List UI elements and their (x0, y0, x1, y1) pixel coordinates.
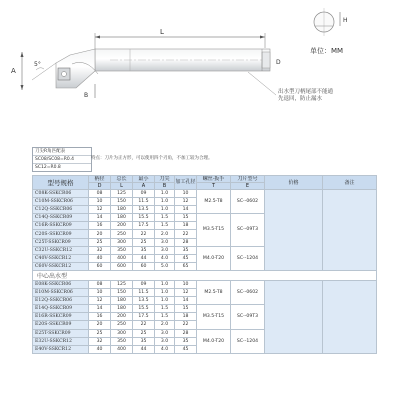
angle-label: 5° (34, 61, 41, 68)
col-price: 价格 (265, 176, 323, 190)
cell-l: 180 (111, 214, 133, 222)
cell-bore: 18 (175, 313, 197, 321)
cell-insert: SC--09T3 (231, 305, 265, 329)
dim-D-label: D (276, 59, 281, 66)
cell-l: 180 (111, 206, 133, 214)
cell-model: C08K-SSKCR06 (33, 190, 89, 198)
cell-d: 40 (89, 254, 111, 262)
cell-l: 180 (111, 305, 133, 313)
cell-b: 1.5 (155, 313, 175, 321)
cell-a: 25 (133, 329, 155, 337)
col-minbore: 最小 (133, 176, 155, 183)
cell-l: 300 (111, 238, 133, 246)
cell-b: 5.0 (155, 262, 175, 270)
section-title: 中心出水型 (33, 270, 377, 280)
sym-l: L (111, 183, 133, 190)
cell-bore: 22 (175, 321, 197, 329)
cell-b: 1.5 (155, 222, 175, 230)
cell-screw: M3.5-T15 (197, 214, 231, 246)
cell-insert: SC--1204 (231, 329, 265, 353)
cell-a: 22 (133, 321, 155, 329)
cell-a: 44 (133, 254, 155, 262)
cell-a: 22 (133, 230, 155, 238)
cell-b: 2.0 (155, 230, 175, 238)
cell-d: 10 (89, 198, 111, 206)
cell-d: 16 (89, 313, 111, 321)
dim-L-label: L (160, 28, 164, 36)
cell-model: C32U-SSKCR12 (33, 246, 89, 254)
cell-model: C60V-SSKCR12 (33, 262, 89, 270)
tip-radius-row: SC12=R0.8 (35, 165, 61, 170)
cell-a: 11.5 (133, 198, 155, 206)
col-bar: 刀尖 (155, 176, 175, 183)
cell-b: 1.0 (155, 206, 175, 214)
cell-model: E08K-SSKCR06 (33, 280, 89, 288)
cell-a: 35 (133, 246, 155, 254)
cell-model: C25T-SSKCR09 (33, 238, 89, 246)
sym-b: B (155, 183, 175, 190)
cell-a: 17.5 (133, 222, 155, 230)
cell-d: 25 (89, 329, 111, 337)
cell-b: 1.5 (155, 214, 175, 222)
cell-l: 200 (111, 222, 133, 230)
cell-b: 3.0 (155, 246, 175, 254)
cell-price (265, 280, 323, 353)
cell-screw: M4.0-T20 (197, 246, 231, 270)
cell-d: 12 (89, 297, 111, 305)
cell-d: 14 (89, 214, 111, 222)
col-screw: 螺丝·扳手 (197, 176, 231, 183)
cell-insert: SC--0602 (231, 190, 265, 214)
cell-l: 125 (111, 280, 133, 288)
cell-bore: 18 (175, 222, 197, 230)
cell-a: 11.5 (133, 289, 155, 297)
coolant-note-line: 先退回，防止漏水 (278, 96, 323, 102)
cell-bore: 14 (175, 206, 197, 214)
cell-model: E12Q-SSKCR06 (33, 297, 89, 305)
tip-radius-row: SC08/SC08=R0.4 (33, 156, 91, 164)
cell-l: 350 (111, 337, 133, 345)
cell-bore: 35 (175, 337, 197, 345)
cell-l: 350 (111, 246, 133, 254)
cell-screw: M4.0-T20 (197, 329, 231, 353)
col-remark: 备注 (323, 176, 377, 190)
cell-screw: M2.5-T8 (197, 190, 231, 214)
table-row (33, 280, 377, 288)
cell-insert: SC--1204 (231, 246, 265, 270)
cell-price (265, 190, 323, 271)
cell-d: 08 (89, 280, 111, 288)
dim-H-label: H (343, 17, 348, 24)
cell-d: 14 (89, 305, 111, 313)
tool-drawing (0, 0, 400, 140)
cell-model: C14Q-SSKCR09 (33, 214, 89, 222)
cell-bore: 22 (175, 230, 197, 238)
cell-a: 35 (133, 337, 155, 345)
cell-l: 150 (111, 198, 133, 206)
cell-model: C40V-SSKCR12 (33, 254, 89, 262)
cell-l: 400 (111, 345, 133, 353)
cell-d: 25 (89, 238, 111, 246)
cell-bore: 12 (175, 198, 197, 206)
sym-e: E (231, 183, 265, 190)
tip-radius-title: 刀尖R角匹配表 (33, 148, 91, 156)
cell-a: 13.5 (133, 297, 155, 305)
cell-a: 15.5 (133, 214, 155, 222)
cell-l: 250 (111, 321, 133, 329)
cell-l: 400 (111, 254, 133, 262)
spec-table (32, 175, 377, 354)
cell-l: 250 (111, 230, 133, 238)
cell-b: 1.0 (155, 198, 175, 206)
cell-model: E16R-SSKCR09 (33, 313, 89, 321)
cell-b: 1.0 (155, 289, 175, 297)
cell-a: 13.5 (133, 206, 155, 214)
cell-d: 08 (89, 190, 111, 198)
cell-bore: 15 (175, 214, 197, 222)
cell-d: 60 (89, 262, 111, 270)
cell-b: 1.0 (155, 190, 175, 198)
cell-d: 12 (89, 206, 111, 214)
cell-bore: 45 (175, 345, 197, 353)
cell-model: E14Q-SSKCR09 (33, 305, 89, 313)
feature-note: 特点：刀片为正方形，可以使用四个刃角，不加工较为合理。 (91, 156, 213, 161)
dim-A-label: A (11, 67, 16, 75)
cell-a: 09 (133, 280, 155, 288)
cell-a: 09 (133, 190, 155, 198)
cell-l: 150 (111, 289, 133, 297)
cell-model: C20S-SSKCR09 (33, 230, 89, 238)
cell-d: 20 (89, 321, 111, 329)
cell-bore: 15 (175, 305, 197, 313)
cell-b: 1.0 (155, 280, 175, 288)
tip-radius-table (32, 147, 92, 172)
cell-bore: 35 (175, 246, 197, 254)
col-insert: 刀片型号 (231, 176, 265, 183)
cell-d: 10 (89, 289, 111, 297)
cell-bore: 28 (175, 238, 197, 246)
cell-a: 15.5 (133, 305, 155, 313)
cell-l: 600 (111, 262, 133, 270)
cell-bore: 28 (175, 329, 197, 337)
cell-model: C12Q-SSKCR06 (33, 206, 89, 214)
col-length: 总长 (111, 176, 133, 183)
cell-b: 4.0 (155, 254, 175, 262)
cell-bore: 10 (175, 190, 197, 198)
cell-a: 17.5 (133, 313, 155, 321)
cell-model: E20S-SSKCR09 (33, 321, 89, 329)
cell-model: C10M-SSKCR06 (33, 198, 89, 206)
cell-l: 300 (111, 329, 133, 337)
cell-bore: 10 (175, 280, 197, 288)
dim-B-label: B (84, 92, 89, 99)
cell-b: 4.0 (155, 345, 175, 353)
cell-bore: 12 (175, 289, 197, 297)
cell-screw: M3.5-T15 (197, 305, 231, 329)
sym-a: A (133, 183, 155, 190)
col-bore: 加工孔径 (175, 176, 197, 190)
cell-insert: SC--09T3 (231, 214, 265, 246)
cell-d: 20 (89, 230, 111, 238)
cell-model: E10M-SSKCR06 (33, 289, 89, 297)
cell-d: 32 (89, 246, 111, 254)
cell-screw: M2.5-T8 (197, 280, 231, 304)
cell-model: C16R-SSKCR09 (33, 222, 89, 230)
cell-remark (323, 190, 377, 271)
cell-bore: 65 (175, 262, 197, 270)
cell-b: 3.0 (155, 238, 175, 246)
section-row (33, 270, 377, 280)
sym-d: D (89, 183, 111, 190)
cell-l: 125 (111, 190, 133, 198)
table-row (33, 190, 377, 198)
cell-b: 1.5 (155, 305, 175, 313)
cell-a: 60 (133, 262, 155, 270)
cell-d: 32 (89, 337, 111, 345)
cell-bore: 45 (175, 254, 197, 262)
cell-remark (323, 280, 377, 353)
cell-l: 180 (111, 297, 133, 305)
cell-b: 3.0 (155, 337, 175, 345)
cell-insert: SC--0602 (231, 280, 265, 304)
cell-model: E40V-SSKCR12 (33, 345, 89, 353)
col-shank: 柄径 (89, 176, 111, 183)
cell-a: 25 (133, 238, 155, 246)
unit-label: 单位：MM (310, 47, 344, 55)
cell-d: 16 (89, 222, 111, 230)
cell-model: E32U-SSKCR12 (33, 337, 89, 345)
cell-bore: 14 (175, 297, 197, 305)
cell-a: 44 (133, 345, 155, 353)
sym-t: T (197, 183, 231, 190)
cell-b: 2.0 (155, 321, 175, 329)
cell-b: 1.0 (155, 297, 175, 305)
coolant-note-line: 出水型刀柄尾部不能通 (278, 89, 334, 95)
coolant-note (278, 89, 348, 103)
cell-model: E25T-SSKCR09 (33, 329, 89, 337)
col-model: 型号规格 (33, 176, 89, 190)
cell-l: 200 (111, 313, 133, 321)
cell-d: 40 (89, 345, 111, 353)
cell-b: 3.0 (155, 329, 175, 337)
